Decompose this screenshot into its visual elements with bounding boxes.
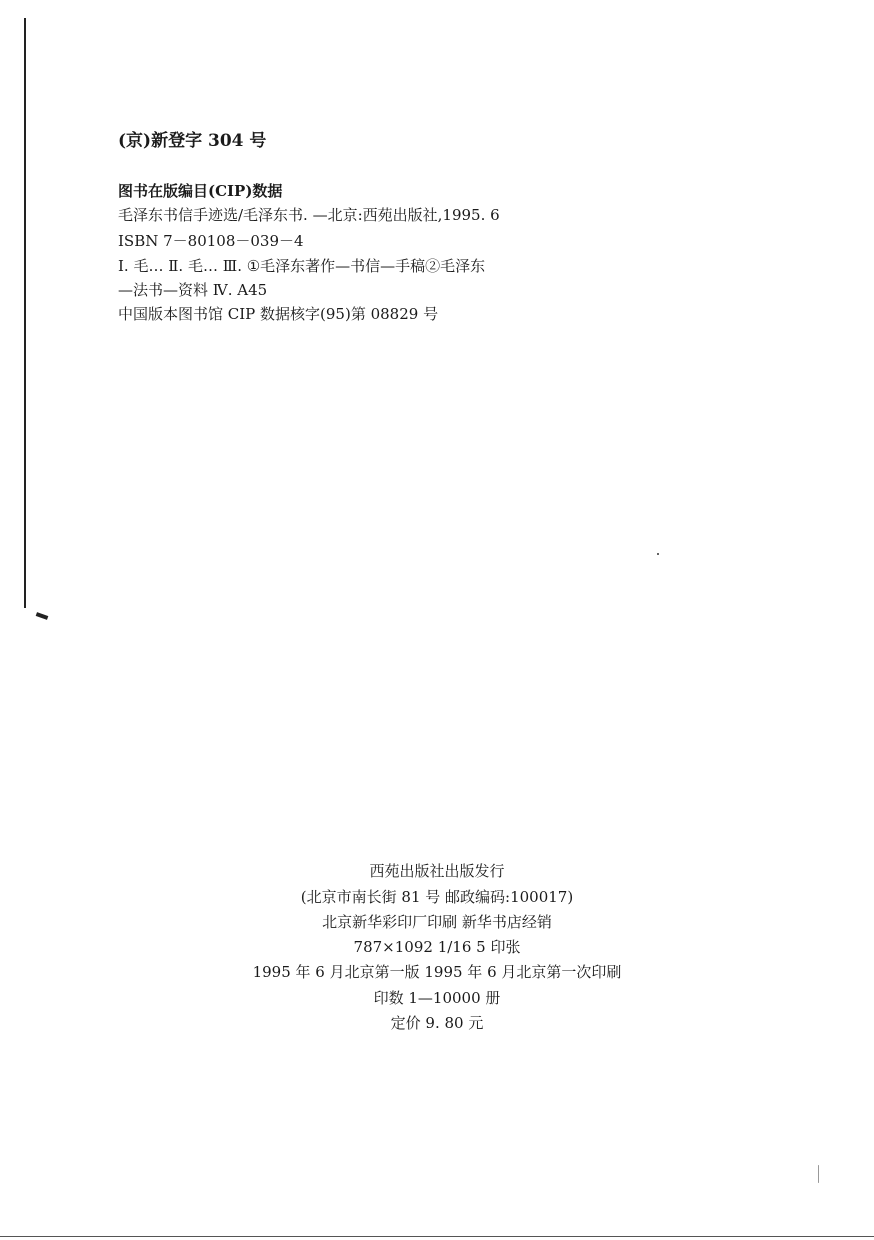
scan-bottom-edge-line <box>0 1236 874 1237</box>
scan-left-edge-line <box>24 18 26 608</box>
registration-number: (京)新登字 304 号 <box>118 131 267 151</box>
scan-left-mark <box>36 612 49 620</box>
scan-speck <box>657 553 659 555</box>
cip-heading: 图书在版编目(CIP)数据 <box>118 182 283 200</box>
cip-line-isbn: ISBN 7－80108－039－4 <box>118 232 304 250</box>
cip-line-subjects: Ⅰ. 毛… Ⅱ. 毛… Ⅲ. ①毛泽东著作—书信—手稿②毛泽东 <box>118 257 486 275</box>
colophon-edition: 1995 年 6 月北京第一版 1995 年 6 月北京第一次印刷 <box>252 963 622 981</box>
colophon-print-run: 印数 1—10000 册 <box>373 989 501 1007</box>
colophon-printer: 北京新华彩印厂印刷 新华书店经销 <box>322 913 552 931</box>
colophon-price: 定价 9. 80 元 <box>390 1014 484 1032</box>
colophon-address: (北京市南长街 81 号 邮政编码:100017) <box>300 888 574 906</box>
colophon-format: 787×1092 1/16 5 印张 <box>353 938 521 956</box>
scan-speck <box>818 1165 819 1183</box>
cip-line-subjects-cont: —法书—资料 Ⅳ. A45 <box>118 281 268 299</box>
colophon-publisher: 西苑出版社出版发行 <box>369 862 505 880</box>
cip-line-title: 毛泽东书信手迹选/毛泽东书. —北京:西苑出版社,1995. 6 <box>118 206 500 224</box>
cip-line-record-number: 中国版本图书馆 CIP 数据核字(95)第 08829 号 <box>118 305 439 323</box>
